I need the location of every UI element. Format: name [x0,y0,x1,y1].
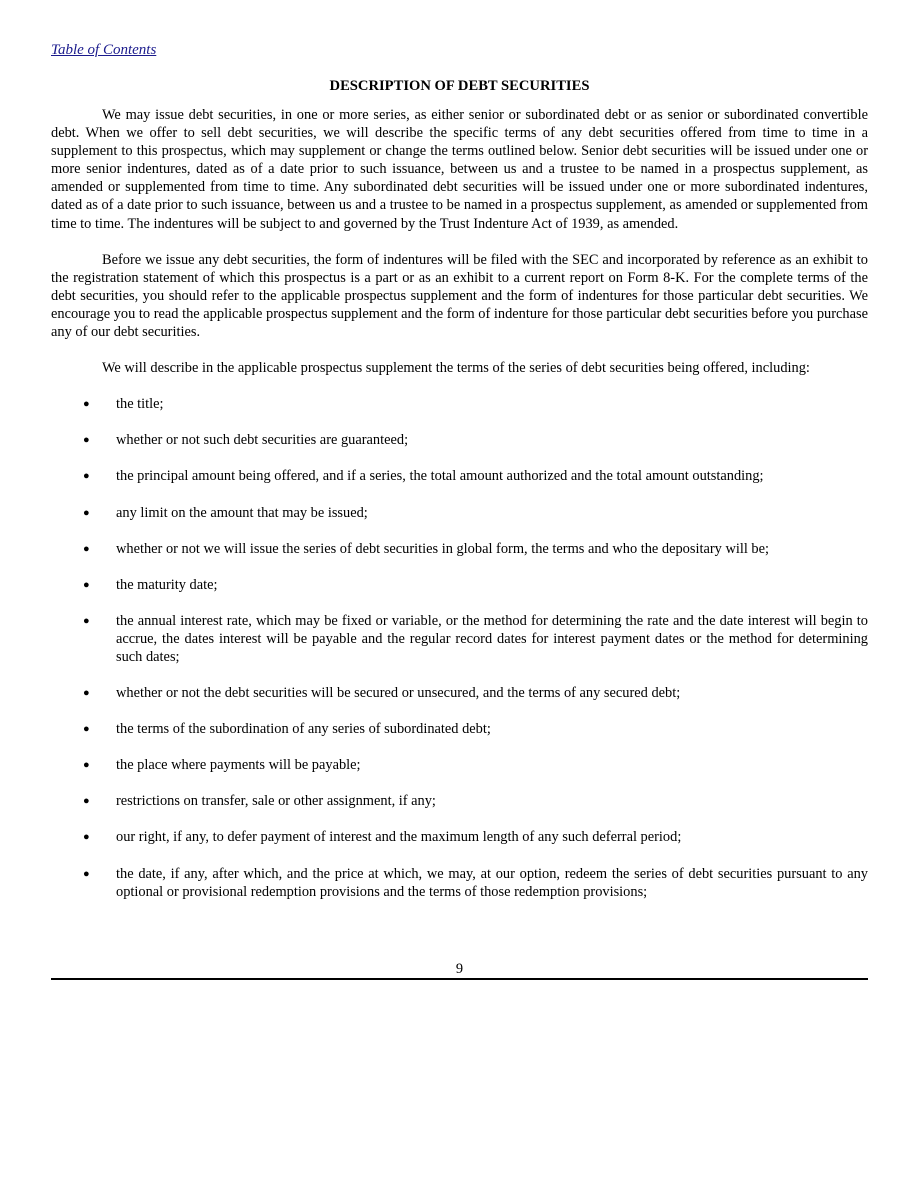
document-page [51,40,868,901]
list-item [51,612,868,666]
page-number: 9 [455,961,464,977]
list-item [51,504,868,522]
list-item-text: whether or not the debt securities will be secured or unsecured, and the terms of any secured debt; [116,685,681,702]
bullet-dot-icon: ● [83,542,90,555]
list-item [51,540,868,558]
list-item-text: the maturity date; [116,576,218,593]
bullet-dot-icon: ● [83,759,90,772]
table-of-contents-link[interactable]: Table of Contents [51,42,157,58]
list-item-text: the principal amount being offered, and if a series, the total amount authorized and the total amount outstanding; [116,468,764,485]
paragraph-indentures-filing: Before we issue any debt securities, the form of indentures will be filed with the SEC and incorporated by reference as an exhibit to the registration statement of which this prospectus is a part or as an exhibit to a current report on Form 8-K. For the complete terms of the debt securities, you should refer to the applicable prospectus supplement and the form of indentures for those particular debt securities. We encourage you to read the applicable prospectus supplement and the form of indenture for those particular debt securities before you purchase any of our debt securities. [51,251,868,341]
footer-divider [51,978,868,980]
bullet-dot-icon: ● [83,506,90,519]
list-item-text: restrictions on transfer, sale or other assignment, if any; [116,793,436,810]
bullet-dot-icon: ● [83,867,90,880]
bullet-dot-icon: ● [83,795,90,808]
list-item [51,720,868,738]
list-item [51,467,868,485]
bullet-dot-icon: ● [83,578,90,591]
list-item-text: the title; [116,396,164,413]
list-item [51,828,868,846]
list-item [51,792,868,810]
paragraph-terms-intro: We will describe in the applicable prospectus supplement the terms of the series of debt securities being offered, including: [102,360,810,377]
list-item-text: the place where payments will be payable; [116,757,361,774]
bullet-dot-icon: ● [83,687,90,700]
bullet-dot-icon: ● [83,723,90,736]
paragraph-debt-securities-overview: We may issue debt securities, in one or more series, as either senior or subordinated debt or as senior or subordinated convertible debt. When we offer to sell debt securities, we will describe the specific terms of any debt securities offered from time to time in a supplement to this prospectus, which may supplement or change the terms outlined below. Senior debt securities will be issued under one or more senior indentures, dated as of a date prior to such issuance, between us and a trustee to be named in a prospectus supplement, as amended or supplemented from time to time. Any subordinated debt securities will be issued under one or more subordinated indentures, dated as of a date prior to such issuance, between us and a trustee to be named in a prospectus supplement, as amended or supplemented from time to time. The indentures will be subject to and governed by the Trust Indenture Act of 1939, as amended. [51,107,868,232]
list-item-text: our right, if any, to defer payment of interest and the maximum length of any such deferral period; [116,829,682,846]
list-item [51,756,868,774]
list-item-text: the annual interest rate, which may be fixed or variable, or the method for determining the rate and the date interest will begin to accrue, the dates interest will be payable and the regular record dates for interest payment dates or the method for determining such dates; [116,612,868,665]
list-item-text: whether or not we will issue the series of debt securities in global form, the terms and who the depositary will be; [116,540,770,557]
list-item [51,576,868,594]
list-item-text: the terms of the subordination of any series of subordinated debt; [116,721,491,738]
bullet-dot-icon: ● [83,831,90,844]
list-item-text: whether or not such debt securities are guaranteed; [116,432,409,449]
list-item [51,431,868,449]
section-title: DESCRIPTION OF DEBT SECURITIES [329,78,590,94]
bullet-dot-icon: ● [83,434,90,447]
terms-bullet-list [51,395,868,901]
bullet-dot-icon: ● [83,470,90,483]
list-item [51,865,868,901]
list-item-text: any limit on the amount that may be issued; [116,504,368,521]
list-item-text: the date, if any, after which, and the price at which, we may, at our option, redeem the series of debt securities pursuant to any optional or provisional redemption provisions and the terms of those redemption provisions; [116,865,868,900]
bullet-dot-icon: ● [83,614,90,627]
bullet-dot-icon: ● [83,398,90,411]
list-item [51,684,868,702]
list-item [51,395,868,413]
